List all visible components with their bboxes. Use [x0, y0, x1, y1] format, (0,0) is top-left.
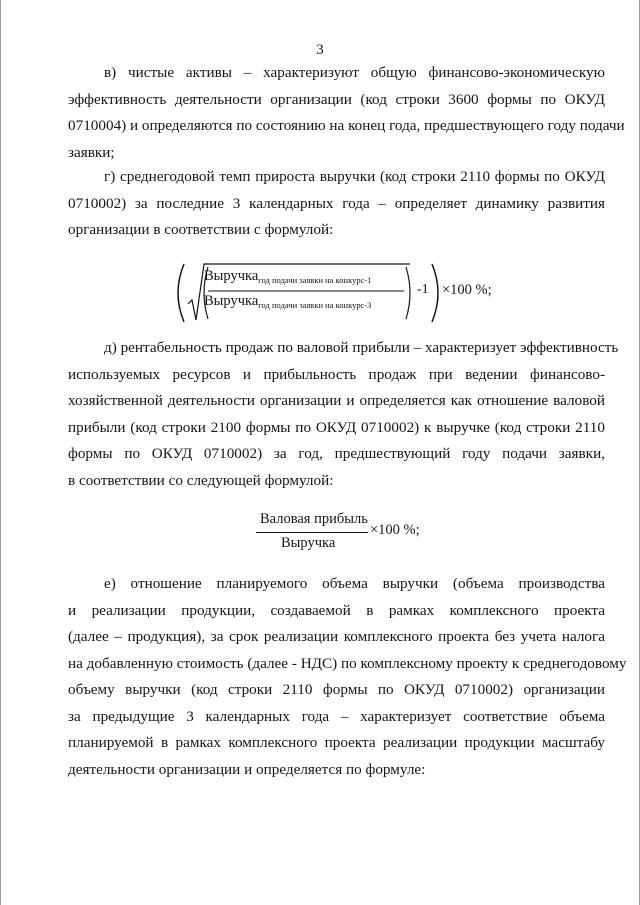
- paragraph-line: планируемой в рамках комплексного проекта реализации продукции масштабу: [68, 734, 605, 751]
- formula-numerator: [204, 268, 371, 285]
- paragraph-line: д) рентабельность продаж по валовой прибыли – характеризует эффективность: [104, 339, 619, 356]
- paragraph-line: г) среднегодовой темп прироста выручки (код строки 2110 формы по ОКУД: [104, 168, 605, 185]
- numerator-text: Выручка: [204, 268, 259, 284]
- paragraph-line: прибыли (код строки 2100 формы по ОКУД 0710002) к выручке (код строки 2110: [68, 418, 605, 436]
- paragraph-line: хозяйственной деятельности организации и определяется как отношение валовой: [68, 392, 605, 409]
- paragraph-line: деятельности организации и определяется по формуле:: [68, 760, 426, 778]
- paragraph-line: эффективность деятельности организации (код строки 3600 формы по ОКУД: [68, 90, 605, 108]
- paragraph-line: объему выручки (код строки 2110 формы по ОКУД 0710002) организации: [68, 681, 605, 698]
- paragraph-line: на добавленную стоимость (далее - НДС) по комплексному проекту к среднегодовому: [68, 654, 627, 672]
- formula-denominator: [204, 293, 371, 310]
- formula-revenue-growth: [170, 262, 510, 324]
- paragraph-line: за предыдущие 3 календарных года – характеризует соответствие объема: [68, 707, 605, 725]
- paragraph-gross-margin: [68, 335, 619, 494]
- fraction-bar: [256, 532, 368, 533]
- paragraph-line: е) отношение планируемого объема выручки (объема производства: [104, 575, 605, 592]
- paragraph-line: 0710002) за последние 3 календарных года – определяет динамику развития: [68, 194, 605, 212]
- paragraph-planned-revenue: [68, 571, 627, 783]
- paragraph-line: организации в соответствии с формулой:: [68, 221, 334, 238]
- denominator-text: Выручка: [204, 293, 259, 309]
- paragraph-line: заявки;: [68, 143, 115, 161]
- formula-multiplier: ×100 %;: [442, 282, 492, 298]
- formula-gross-margin: [254, 511, 454, 555]
- formula-minus-one: -1: [417, 282, 429, 297]
- denominator-subscript: год подачи заявки на конкурс-3: [258, 300, 372, 310]
- paragraph-line: и реализации продукции, создаваемой в рамках комплексного проекта: [68, 601, 605, 619]
- paragraph-line: 0710004) и определяются по состоянию на конец года, предшествующего году подачи: [68, 117, 625, 134]
- numerator-subscript: год подачи заявки на конкурс-1: [258, 275, 372, 285]
- page-edge-left: [0, 0, 1, 905]
- formula-denominator: Выручка: [281, 535, 336, 551]
- paragraph-revenue-growth: [68, 164, 605, 244]
- page-number: 3: [316, 42, 324, 58]
- paragraph-line: в соответствии со следующей формулой:: [68, 471, 334, 489]
- paragraph-line: формы по ОКУД 0710002) за год, предшествующий году подачи заявки,: [68, 445, 605, 462]
- formula-numerator: Валовая прибыль: [260, 511, 368, 527]
- paragraph-net-assets: [68, 60, 625, 166]
- formula-multiplier: ×100 %;: [370, 522, 420, 538]
- paragraph-line: в) чистые активы – характеризуют общую финансово-экономическую: [104, 64, 605, 81]
- paragraph-line: используемых ресурсов и прибыльность продаж при ведении финансово-: [68, 365, 605, 383]
- paragraph-line: (далее – продукция), за срок реализации комплексного проекта без учета налога: [68, 628, 605, 645]
